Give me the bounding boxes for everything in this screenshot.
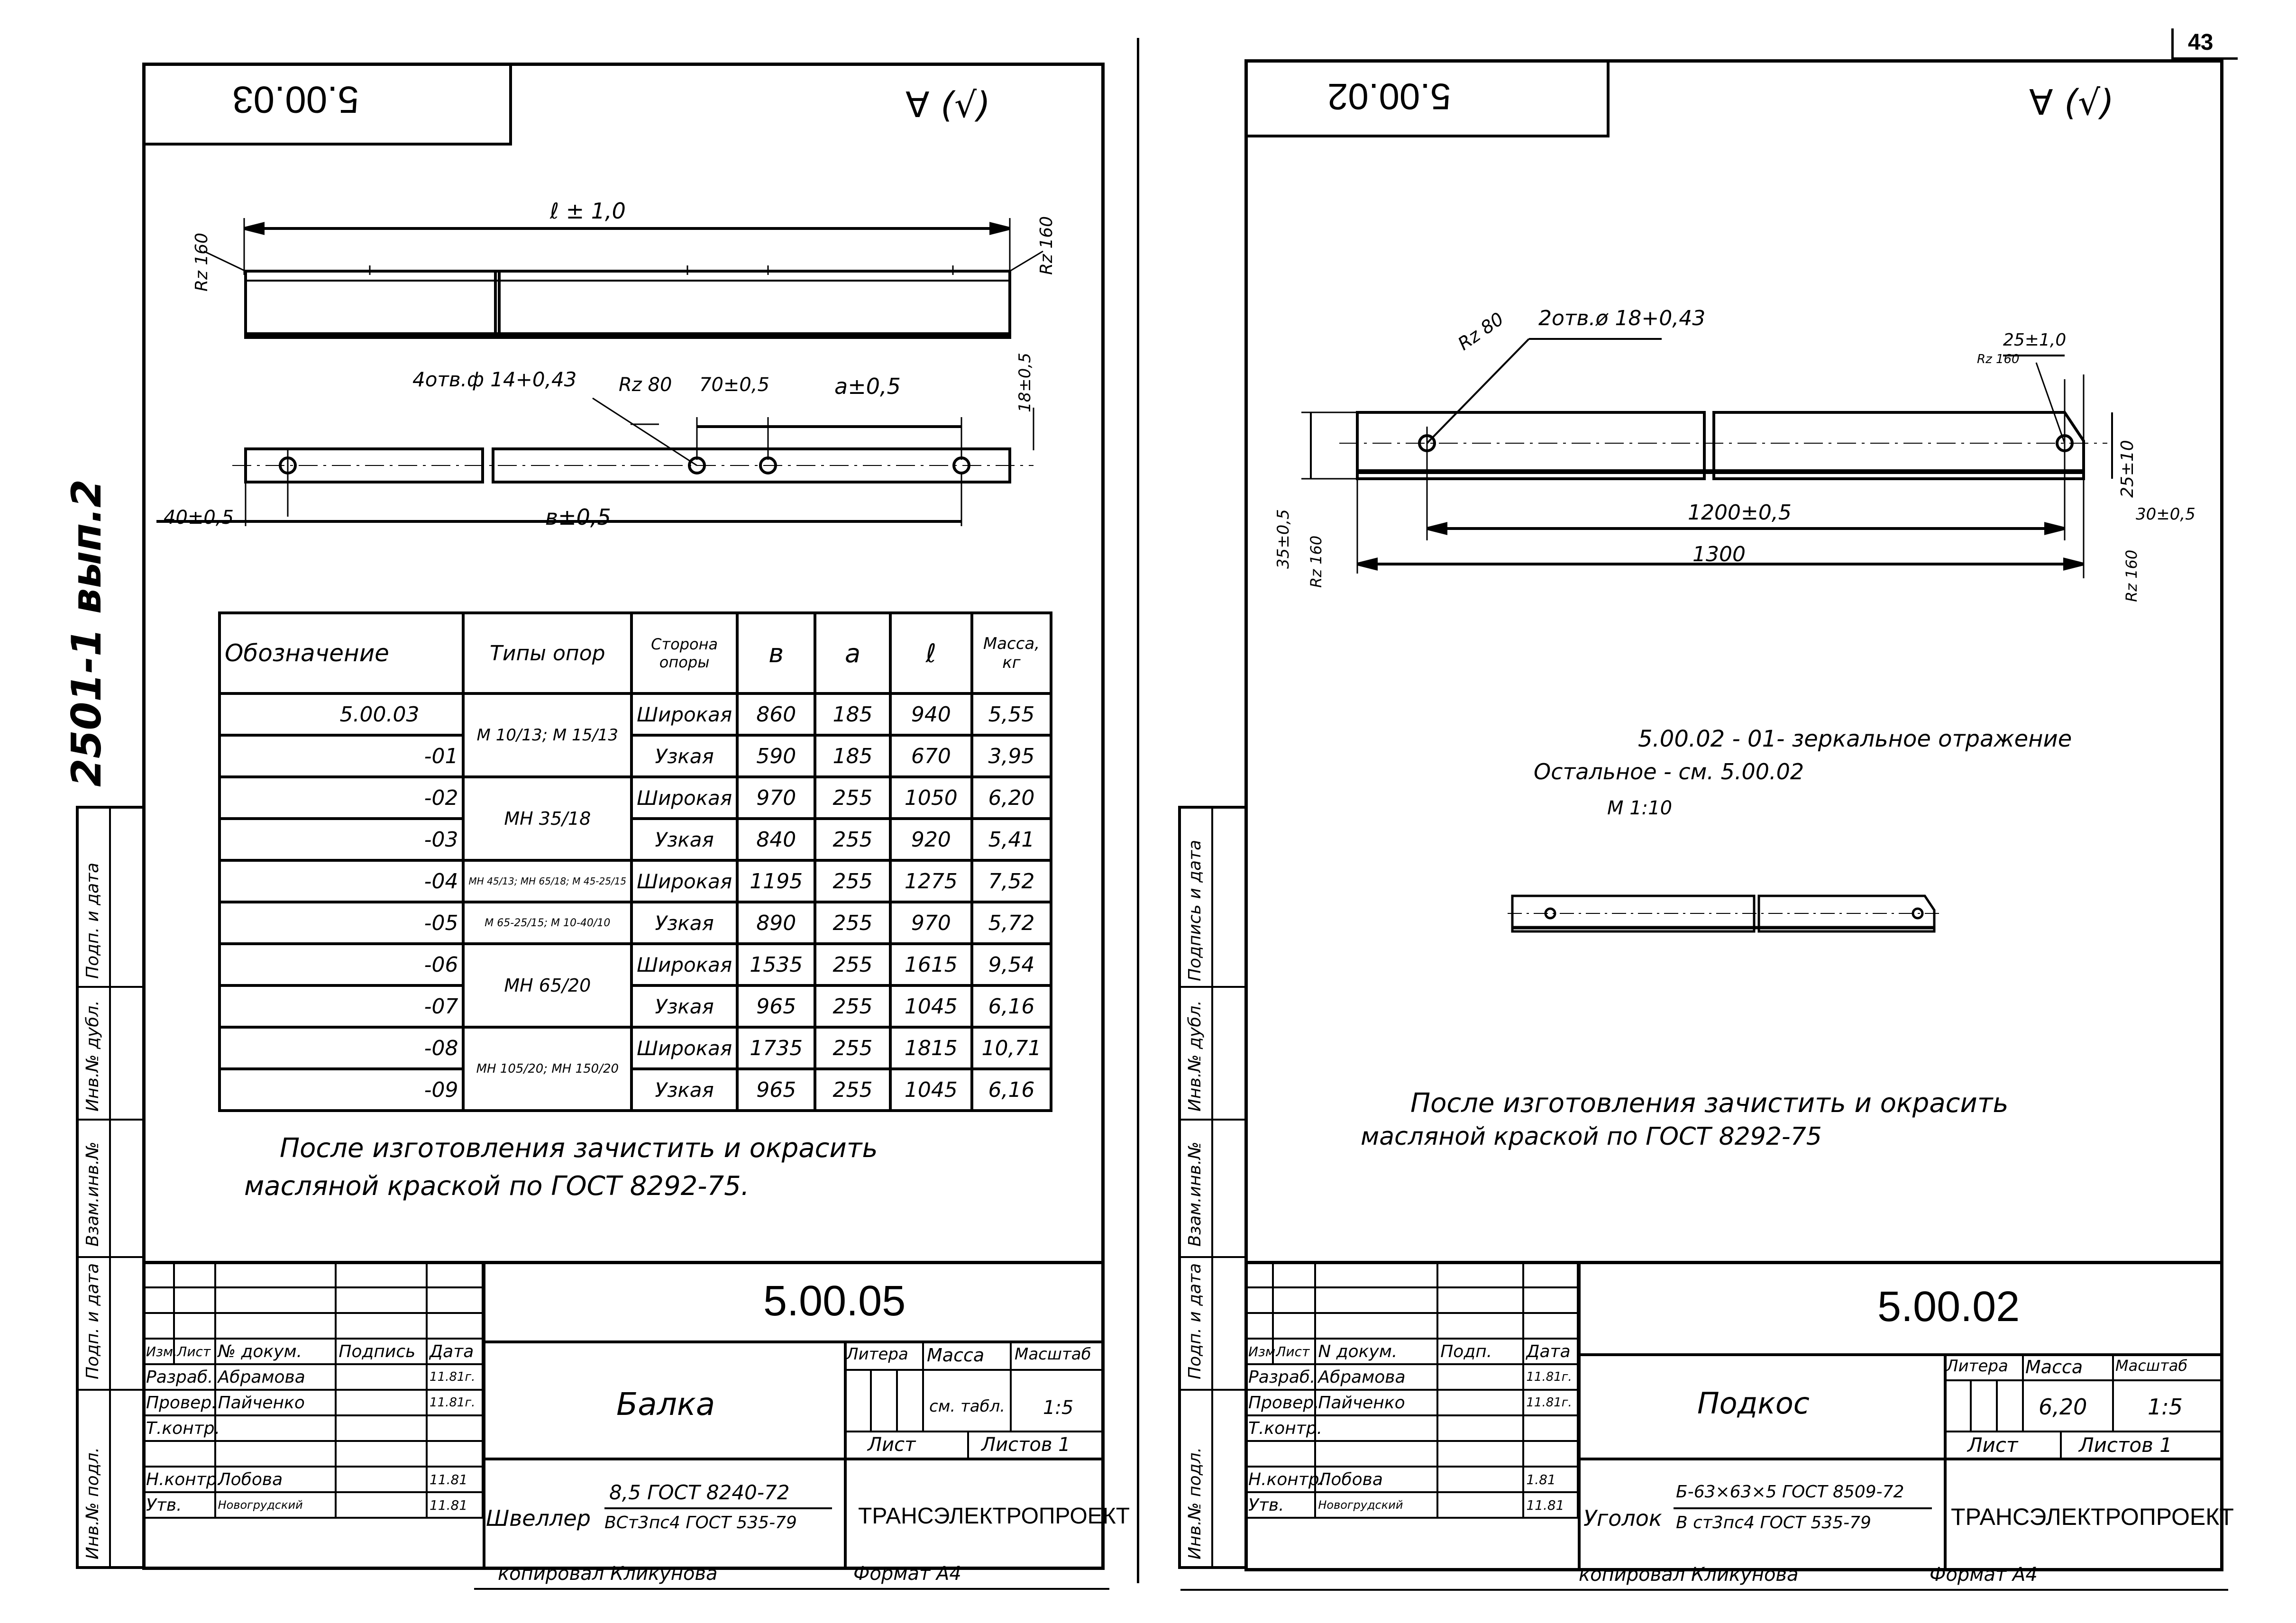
right-rest-note: Остальное - см. 5.00.02 bbox=[1534, 759, 1804, 784]
right-dim-1300: 1300 bbox=[1692, 542, 1746, 566]
signature bbox=[1437, 1390, 1523, 1415]
row-designation: -04 bbox=[220, 860, 463, 902]
right-copied: копировал Кликунова bbox=[1579, 1564, 1799, 1586]
left-roughness: ∀ (√) bbox=[906, 85, 991, 126]
right-dim-rz160a: Rz 160 bbox=[1977, 352, 2020, 366]
left-stamp-inv-dubl: Инв.№ дубл. bbox=[83, 1000, 102, 1112]
right-tb-name: Подкос bbox=[1697, 1386, 1810, 1421]
row-designation: -01 bbox=[220, 735, 463, 777]
right-small-part-sketch bbox=[1508, 889, 1944, 941]
left-tb-material-label: Швеллер bbox=[486, 1505, 591, 1531]
row-designation: -03 bbox=[220, 819, 463, 860]
left-dim-rz80: Rz 80 bbox=[619, 374, 672, 396]
right-dim-35: 35±0,5 bbox=[1274, 509, 1293, 569]
right-stamp-vzam: Взам.инв.№ bbox=[1185, 1141, 1205, 1247]
right-dim-holes: 2отв.ø 18+0,43 bbox=[1538, 306, 1706, 330]
signature bbox=[336, 1467, 427, 1492]
right-tb-material-top: Б-63×63×5 ГОСТ 8509-72 bbox=[1676, 1482, 1904, 1502]
left-format: Формат А4 bbox=[853, 1563, 961, 1585]
row-designation: -06 bbox=[220, 944, 463, 985]
signature bbox=[1437, 1492, 1523, 1518]
left-tb-massa-val: см. табл. bbox=[929, 1397, 1006, 1416]
signature bbox=[336, 1364, 427, 1390]
left-tb-litera: Литера bbox=[846, 1345, 908, 1364]
right-dim-25b: 25±10 bbox=[2118, 440, 2137, 498]
right-tb-listov: Листов 1 bbox=[2079, 1433, 2172, 1457]
right-tb-massa-val: 6,20 bbox=[2039, 1394, 2087, 1420]
series-mark: 2501-1 вып.2 bbox=[63, 479, 110, 787]
th-side: Сторона опоры bbox=[631, 613, 737, 693]
right-code-flipped: 5.00.02 bbox=[1327, 76, 1451, 118]
th-designation: Обозначение bbox=[220, 613, 463, 693]
left-tb-org: ТРАНСЭЛЕКТРОПРОЕКТ bbox=[858, 1504, 1130, 1529]
left-copied: копировал Кликунова bbox=[498, 1563, 718, 1585]
th-types: Типы опор bbox=[463, 613, 631, 693]
right-roughness: ∀ (√) bbox=[2029, 82, 2114, 123]
right-tb-litera: Литера bbox=[1946, 1357, 2008, 1376]
right-dim-1200: 1200±0,5 bbox=[1688, 501, 1792, 525]
right-tb-material-bottom: В ст3пс4 ГОСТ 535-79 bbox=[1676, 1513, 1871, 1532]
left-dim-rz-right: Rz 160 bbox=[1037, 216, 1056, 275]
row-designation: -08 bbox=[220, 1027, 463, 1069]
sheet-number: 43 bbox=[2188, 30, 2214, 55]
right-tb-scale-val: 1:5 bbox=[2148, 1394, 2183, 1420]
right-format: Формат А4 bbox=[1930, 1564, 2038, 1586]
left-tb-material-top: 8,5 ГОСТ 8240-72 bbox=[609, 1481, 790, 1504]
left-stamp-podp-data: Подп. и дата bbox=[83, 1263, 102, 1379]
row-designation: -02 bbox=[220, 777, 463, 819]
right-dim-rz160c: Rz 160 bbox=[2122, 549, 2140, 602]
row-types: МН 65/20 bbox=[463, 944, 631, 1027]
right-stamp-inv-dubl: Инв.№ дубл. bbox=[1185, 1000, 1205, 1112]
left-dim-18: 18±0,5 bbox=[1015, 353, 1034, 412]
row-designation: 5.00.03 bbox=[220, 693, 463, 735]
left-stamp-inv-podl: Инв.№ подл. bbox=[83, 1447, 102, 1559]
right-mirror-note: 5.00.02 - 01- зеркальное отражение bbox=[1638, 726, 2072, 752]
right-dim-rz80: Rz 80 bbox=[1454, 308, 1508, 355]
signature bbox=[1437, 1364, 1523, 1390]
right-tb-masshtab: Масштаб bbox=[2115, 1357, 2188, 1375]
right-brace-drawing bbox=[1244, 284, 2223, 616]
right-tb-massa: Масса bbox=[2025, 1357, 2083, 1377]
left-dim-a: а±0,5 bbox=[834, 374, 901, 399]
left-dim-length: ℓ ± 1,0 bbox=[550, 198, 626, 224]
left-dim-70: 70±0,5 bbox=[699, 374, 770, 396]
row-types: МН 105/20; МН 150/20 bbox=[463, 1027, 631, 1111]
row-designation: -09 bbox=[220, 1069, 463, 1111]
left-stamp-vzam: Взам.инв.№ bbox=[83, 1141, 102, 1247]
row-designation: -05 bbox=[220, 902, 463, 944]
signature bbox=[1437, 1467, 1523, 1492]
row-types: МН 45/13; МН 65/18; М 45-25/15 bbox=[463, 860, 631, 902]
th-mass: Масса, кг bbox=[972, 613, 1051, 693]
left-code-flipped: 5.00.03 bbox=[232, 79, 359, 121]
left-dim-b: в±0,5 bbox=[545, 504, 611, 530]
left-tb-scale-val: 1:5 bbox=[1043, 1397, 1074, 1419]
right-tb-org: ТРАНСЭЛЕКТРОПРОЕКТ bbox=[1951, 1504, 2234, 1530]
right-note-line1: После изготовления зачистить и окрасить bbox=[1410, 1088, 2009, 1119]
th-l: ℓ bbox=[890, 613, 972, 693]
right-scale-note: М 1:10 bbox=[1607, 797, 1673, 819]
left-dim-40: 40±0,5 bbox=[164, 507, 234, 529]
right-tb-code: 5.00.02 bbox=[1877, 1283, 2020, 1331]
left-tb-list: Лист bbox=[868, 1434, 916, 1456]
th-b: в bbox=[737, 613, 815, 693]
left-note-line2: масляной краской по ГОСТ 8292-75. bbox=[244, 1171, 750, 1202]
left-tb-name: Балка bbox=[616, 1386, 715, 1422]
right-dim-rz160b: Rz 160 bbox=[1307, 535, 1325, 588]
left-tb-material-bottom: ВСт3пс4 ГОСТ 535-79 bbox=[604, 1513, 797, 1532]
left-tb-massa: Масса bbox=[927, 1345, 985, 1366]
left-tb-listov: Листов 1 bbox=[981, 1434, 1070, 1456]
center-divider bbox=[1137, 38, 1139, 1583]
left-tb-grid: Изм. Лист № докум. Подпись Дата Разраб. Абрамова 11.81г. Провер. Пайченко 11.81г. Т.контр. Н.контр. Лобова 11.81 Утв. Новогрудский 11.81 bbox=[142, 1261, 484, 1519]
right-note-line2: масляной краской по ГОСТ 8292-75 bbox=[1361, 1122, 1822, 1151]
right-tb-list: Лист bbox=[1967, 1433, 2018, 1457]
signature bbox=[336, 1492, 427, 1518]
left-dim-rz-left: Rz 160 bbox=[192, 232, 211, 292]
right-stamp-podp-data: Подп. и дата bbox=[1185, 1263, 1205, 1379]
left-dim-holes: 4отв.ф 14+0,43 bbox=[412, 368, 577, 391]
right-dim-25a: 25±1,0 bbox=[2003, 330, 2067, 350]
row-types: МН 35/18 bbox=[463, 777, 631, 860]
left-spec-table: Обозначение Типы опор Сторона опоры в а ℓ Масса, кг 5.00.03 М 10/13; М 15/13 Широкая 860 185 940 5,55 -01 Узкая 590 185 670 3,95 -02 МН 35/18 Широкая 970 255 1050 6,20 -03 Узкая 840 255 920 5,41 -04 МН 45/13; МН 65/18; М 45-25/15 Широкая 1195 255 1275 7,52 -05 М 65-25/15; М 10-40/10 Узкая 890 255 970 5,72 -06 МН 65/20 Широкая 1535 255 1615 9,54 -07 Узкая 965 255 1045 6,16 -08 МН 105/20; МН 150/20 Широкая 1735 255 1815 10,71 -09 Узкая 965 255 1045 6,16 bbox=[218, 611, 1052, 1112]
right-tb-material-label: Уголок bbox=[1583, 1505, 1662, 1531]
th-a: а bbox=[815, 613, 890, 693]
row-types: М 10/13; М 15/13 bbox=[463, 693, 631, 777]
signature bbox=[336, 1390, 427, 1415]
left-stamp-podp-data-2: Подп. и дата bbox=[83, 862, 102, 979]
row-types: М 65-25/15; М 10-40/10 bbox=[463, 902, 631, 944]
left-tb-code: 5.00.05 bbox=[763, 1277, 906, 1325]
right-stamp-podpis-data: Подпись и дата bbox=[1185, 839, 1205, 981]
right-dim-30: 30±0,5 bbox=[2136, 505, 2195, 524]
right-tb-grid: Изм. Лист N докум. Подп. Дата Разраб. Абрамова 11.81г. Провер. Пайченко 11.81г. Т.контр. Н.контр. Лобова 1.81 Утв. Новогрудский 11.81 bbox=[1244, 1261, 1579, 1519]
right-stamp-inv-podl: Инв.№ подл. bbox=[1185, 1447, 1205, 1559]
left-note-line1: После изготовления зачистить и окрасить bbox=[280, 1133, 878, 1164]
left-tb-masshtab: Масштаб bbox=[1015, 1345, 1091, 1364]
row-designation: -07 bbox=[220, 985, 463, 1027]
